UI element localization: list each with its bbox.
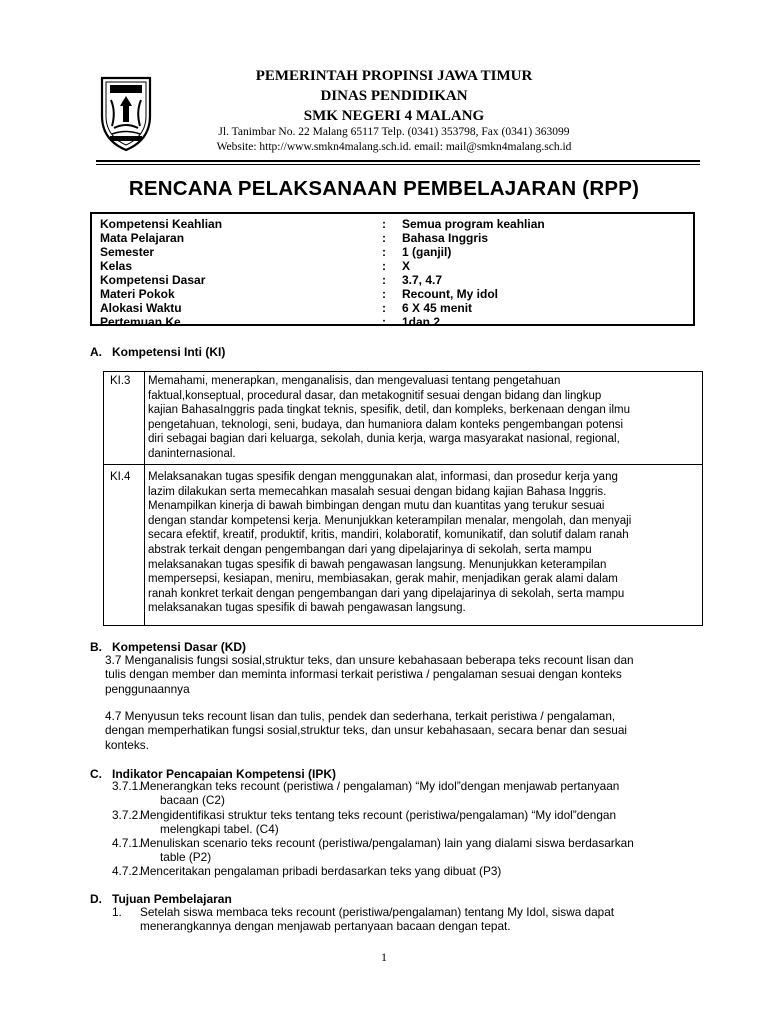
letterhead-school: SMK NEGERI 4 MALANG — [303, 108, 485, 124]
info-table — [90, 212, 695, 329]
page-number: 1 — [381, 950, 387, 964]
ki-line: faktual,konseptual, procedural dasar, dan metakognitif sesuai dengan bidang dan lingkup — [148, 389, 602, 402]
ipk-text: Menerangkan teks recount (peristiwa / pengalaman) “My idol”dengan menjawab pertanyaan — [140, 779, 620, 793]
letterhead-website: Website: http://www.smkn4malang.sch.id. email: mail@smkn4malang.sch.id — [216, 141, 572, 153]
ki-table — [103, 371, 703, 626]
kd-line: konteks. — [105, 737, 149, 752]
ipk-text: Menceritakan pengalaman pribadi berdasarkan teks yang dibuat (P3) — [140, 864, 502, 878]
section-title: Kompetensi Dasar (KD) — [112, 640, 247, 654]
ipk-text: Mengidentifikasi struktur teks tentang teks recount (peristiwa/pengalaman) “My idol”dengan — [140, 808, 617, 822]
info-key: Kelas — [100, 259, 133, 273]
kd-paragraph — [105, 709, 627, 752]
letterhead-department: DINAS PENDIDIKAN — [320, 88, 468, 104]
ki-line: ranah konkret terkait dengan pengembangan dari yang dipelajarinya di sekolah, serta mampu — [148, 587, 625, 600]
ipk-number: 4.7.2. — [112, 864, 142, 878]
section-letter: C. — [90, 767, 102, 781]
info-colon: : — [382, 315, 386, 329]
info-colon: : — [382, 217, 386, 231]
info-colon: : — [382, 287, 386, 301]
ipk-number: 4.7.1. — [112, 836, 142, 850]
info-key: Semester — [100, 245, 155, 259]
kd-paragraph — [105, 653, 634, 696]
ki-line: diri sebagai bagian dari keluarga, sekolah, dunia kerja, warga masyarakat nasional, regional, — [148, 433, 620, 446]
ki-table-divider — [144, 372, 145, 625]
ki-line: kajian BahasaInggris pada tingkat teknis, spesifik, detil, dan kompleks, berkenaan dengan ilmu — [148, 404, 631, 417]
section-title: Indikator Pencapaian Kompetensi (IPK) — [112, 767, 337, 781]
info-colon: : — [382, 231, 386, 245]
section-title: Tujuan Pembelajaran — [112, 892, 232, 906]
info-value: 3.7, 4.7 — [402, 273, 443, 287]
ki-line: melaksanakan tugas spesifik di bawah pengawasan langsung. Menunjukkan keterampilan — [148, 558, 607, 571]
kd-line: dengan memperhatikan fungsi sosial,struktur teks, dan unsur kebahasaan, secara benar dan sesuai — [105, 723, 628, 738]
ki-line: pengetahuan, teknologi, seni, budaya, dan humaniora dalam konteks pengembangan potensi — [148, 418, 624, 431]
info-value: Bahasa Inggris — [402, 231, 489, 245]
ipk-text: bacaan (C2) — [160, 793, 225, 808]
section-letter: D. — [90, 892, 102, 906]
letterhead-government: PEMERINTAH PROPINSI JAWA TIMUR — [255, 68, 533, 84]
ki-line: lazim dilakukan serta memecahkan masalah sesuai dengan bidang kajian Bahasa Inggris. — [148, 485, 607, 498]
info-key: Mata Pelajaran — [100, 231, 185, 245]
info-colon: : — [382, 301, 386, 315]
kd-line: 4.7 Menyusun teks recount lisan dan tulis, pendek dan sederhana, terkait peristiwa / pengalaman, — [105, 709, 616, 723]
kd-line: penggunaannya — [105, 681, 190, 696]
info-value: Recount, My idol — [402, 287, 498, 301]
section-letter: A. — [90, 345, 102, 359]
section-letter: B. — [90, 640, 102, 654]
info-key: Kompetensi Dasar — [100, 273, 206, 287]
tujuan-number: 1. — [112, 905, 122, 919]
ki-line: melaksanakan tugas spesifik di bawah pengawasan langsung. — [148, 602, 466, 615]
letterhead-rule-thick — [96, 160, 700, 162]
info-value: 1 (ganjil) — [402, 245, 452, 259]
info-value: X — [402, 259, 411, 273]
info-value: Semua program keahlian — [402, 217, 545, 231]
info-value: 6 X 45 menit — [402, 301, 473, 315]
info-key: Pertemuan Ke — [100, 315, 181, 329]
ki-code: KI.4 — [110, 471, 131, 483]
ki-line: Melaksanakan tugas spesifik dengan menggunakan alat, informasi, dan prosedur kerja yang — [148, 471, 618, 483]
tujuan-text: menerangkannya dengan menjawab pertanyaan bacaan dengan tepat. — [140, 919, 511, 934]
ki-line: Menampilkan kinerja di bawah bimbingan dengan mutu dan kuantitas yang terukur sesuai — [148, 500, 605, 513]
letterhead-address: Jl. Tanimbar No. 22 Malang 65117 Telp. (0341) 353798, Fax (0341) 363099 — [218, 126, 570, 138]
ki-line: mempersepsi, kesiapan, meniru, membiasakan, gerak mahir, menjadikan gerak alami dalam — [148, 573, 618, 586]
info-value: 1dan 2 — [402, 315, 441, 329]
letterhead-rule-thin — [96, 164, 700, 165]
info-key: Alokasi Waktu — [100, 301, 182, 315]
ki-text — [148, 470, 700, 616]
ki-line: abstrak terkait dengan pengembangan dari yang dipelajarinya di sekolah, serta mampu — [148, 543, 592, 556]
kd-line: 3.7 Menganalisis fungsi sosial,struktur teks, dan unsure kebahasaan beberapa teks recount lisan dan — [105, 653, 634, 667]
ki-line: Memahami, menerapkan, menganalisis, dan mengevaluasi tentang pengetahuan — [148, 375, 561, 387]
ipk-number: 3.7.2. — [112, 808, 142, 822]
ipk-text: Menuliskan scenario teks recount (peristiwa/pengalaman) lain yang dialami siswa berdasarkan — [140, 836, 634, 850]
tujuan-text: Setelah siswa membaca teks recount (peristiwa/pengalaman) tentang My Idol, siswa dapat — [140, 905, 615, 919]
ki-line: secara efektif, kreatif, produktif, kritis, mandiri, kolaboratif, komunikatif, dan solutif dalam ranah — [148, 529, 629, 542]
info-colon: : — [382, 273, 386, 287]
section-title: Kompetensi Inti (KI) — [112, 345, 226, 359]
ki-line: daninternasional. — [148, 447, 236, 460]
info-colon: : — [382, 245, 386, 259]
ki-line: dengan standar kompetensi kerja. Menunjukkan keterampilan menalar, mengolah, dan menyaji — [148, 514, 632, 527]
ki-code: KI.3 — [110, 375, 131, 387]
ipk-text: melengkapi tabel. (C4) — [160, 822, 279, 837]
ipk-number: 3.7.1. — [112, 779, 142, 793]
ipk-text: table (P2) — [160, 850, 212, 865]
kd-line: tulis dengan member dan meminta informasi terkait peristiwa / pengalaman sesuai dengan konteks — [105, 667, 622, 682]
ki-text — [148, 374, 700, 462]
document-title: RENCANA PELAKSANAAN PEMBELAJARAN (RPP) — [128, 177, 640, 200]
info-colon: : — [382, 259, 386, 273]
info-key: Kompetensi Keahlian — [100, 217, 223, 231]
ki-table-divider — [104, 464, 702, 465]
info-key: Materi Pokok — [100, 287, 175, 301]
